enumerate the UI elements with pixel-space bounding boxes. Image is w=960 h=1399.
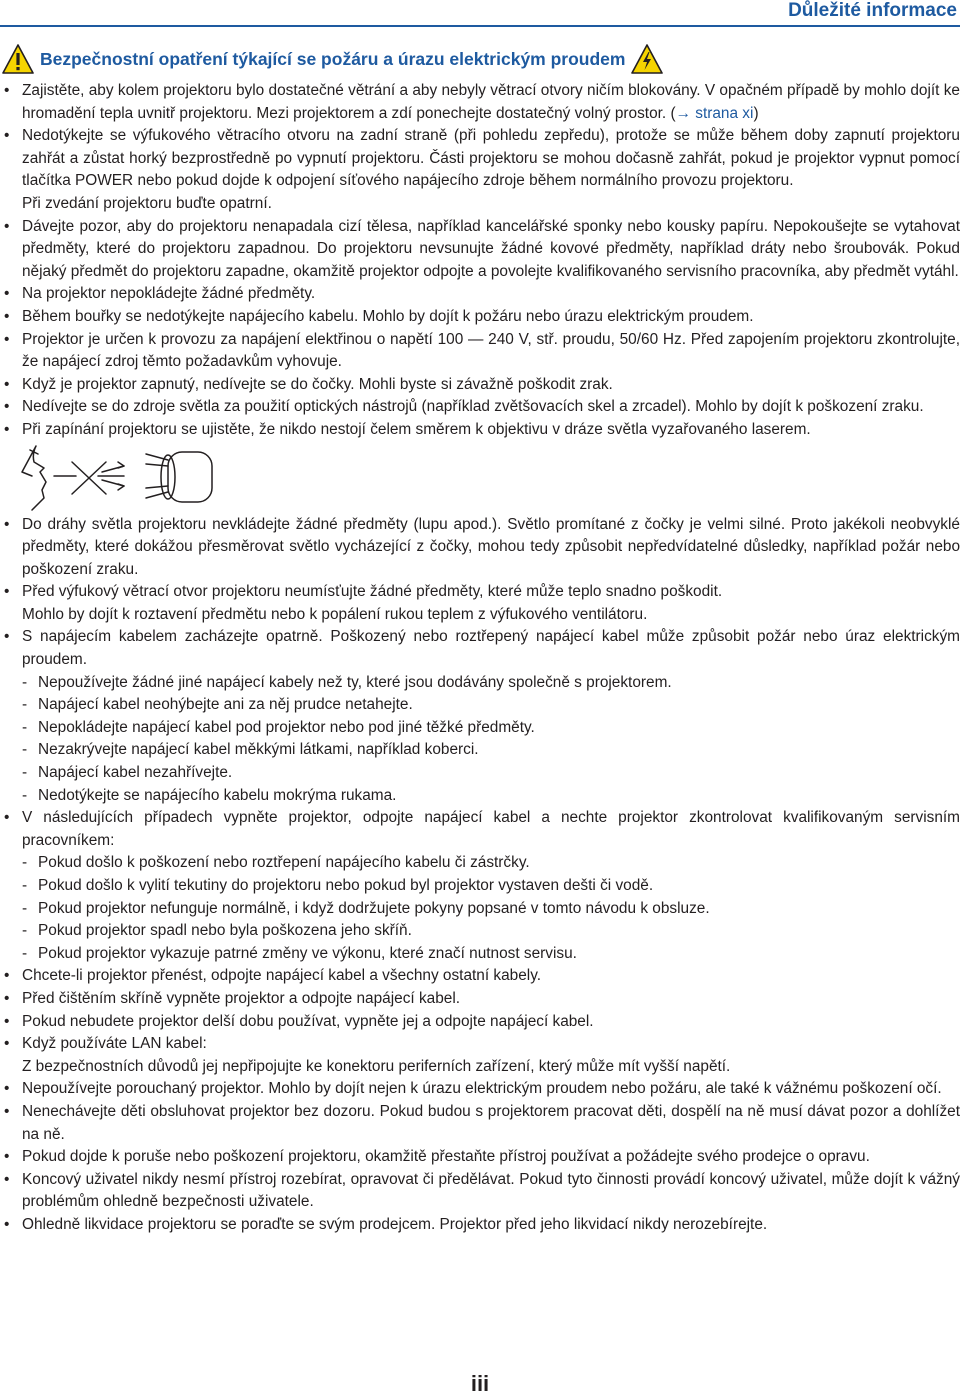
list-item: • Nepoužívejte porouchaný projektor. Mohlo by dojít nejen k úrazu elektrickým proudem nebo požáru, ale také k vážnému poškození očí. bbox=[0, 1078, 960, 1101]
list-item: • Koncový uživatel nikdy nesmí přístroj rozebírat, opravovat či předělávat. Pokud tyto činnosti provádí koncový uživatel, může dojít k vážný problémům ohledně bezpečnosti uživatele. bbox=[0, 1169, 960, 1214]
warning-triangle-icon bbox=[2, 43, 34, 75]
sub-list-item: - Nepokládejte napájecí kabel pod projektor nebo pod jiné těžké předměty. bbox=[0, 717, 960, 740]
sub-list-item: - Nedotýkejte se napájecího kabelu mokrýma rukama. bbox=[0, 785, 960, 808]
list-item: • Dávejte pozor, aby do projektoru nenapadala cizí tělesa, například kancelářské sponky nebo kousky papíru. Nepokoušejte se vytahovat předměty, které do projektoru zapadnou. Do projektoru nevsunujte žádné kovové předměty, například dráty nebo šroubovák. Pokud nějaký předmět do projektoru zapadne, okamžitě projektor odpojte a povolejte kvalifikovaného servisního pracovníka, aby předmět vytáhl. bbox=[0, 216, 960, 284]
sub-list-item: - Pokud došlo k vylití tekutiny do projektoru nebo pokud byl projektor vystaven dešti či vodě. bbox=[0, 875, 960, 898]
list-item: • S napájecím kabelem zacházejte opatrně. Poškozený nebo roztřepený napájecí kabel může způsobit požár nebo úraz elektrickým proudem. bbox=[0, 626, 960, 671]
list-item bbox=[0, 125, 960, 193]
section-title bbox=[2, 42, 663, 76]
list-item-continuation: Z bezpečnostních důvodů jej nepřipojujte ke konektoru periferních zařízení, který může mít vyšší napětí. bbox=[22, 1057, 731, 1075]
list-item-continuation: Mohlo by dojít k roztavení předmětu nebo k popálení rukou teplem z výfukového ventilátoru. bbox=[22, 605, 648, 623]
page-number: iii bbox=[470, 1371, 490, 1396]
page-header: Důležité informace bbox=[788, 0, 957, 21]
electric-shock-warning-icon bbox=[631, 43, 663, 75]
list-item: • Chcete-li projektor přenést, odpojte napájecí kabel a všechny ostatní kabely. bbox=[0, 965, 960, 988]
list-item: • Nenechávejte děti obsluhovat projektor bez dozoru. Pokud budou s projektorem pracovat děti, dospělí na ně musí dávat pozor a dohlížet na ně. bbox=[0, 1101, 960, 1146]
list-item: • Pokud dojde k poruše nebo poškození projektoru, okamžitě přestaňte přístroj používat a požádejte svého prodejce o opravu. bbox=[0, 1146, 960, 1169]
sub-list-item: - Nepoužívejte žádné jiné napájecí kabely než ty, které jsou dodávány společně s projektorem. bbox=[0, 672, 960, 695]
list-item: • Projektor je určen k provozu za napájení elektřinou o napětí 100 — 240 V, stř. proudu, 50/60 Hz. Před zapojením projektoru zkontrolujte, že napájecí zdroj těmto požadavkům vyhovuje. bbox=[0, 329, 960, 374]
page-reference-link[interactable]: → strana xi bbox=[675, 104, 754, 122]
sub-list-item: - Pokud projektor spadl nebo byla poškozena jeho skříň. bbox=[0, 920, 960, 943]
sub-list-item: - Napájecí kabel nezahřívejte. bbox=[0, 762, 960, 785]
section-title-text: Bezpečnostní opatření týkající se požáru a úrazu elektrickým proudem bbox=[40, 48, 626, 69]
list-item: • Před čištěním skříně vypněte projektor a odpojte napájecí kabel. bbox=[0, 988, 960, 1011]
list-item: • Před výfukový větrací otvor projektoru neumísťujte žádné předměty, které může teplo snadno poškodit. bbox=[0, 581, 960, 604]
header-rule bbox=[0, 25, 960, 27]
do-not-look-into-laser-beam-icon bbox=[18, 442, 218, 514]
list-item: • Když používáte LAN kabel: bbox=[0, 1033, 960, 1056]
list-item bbox=[0, 80, 960, 125]
list-item: • V následujících případech vypněte projektor, odpojte napájecí kabel a nechte projektor zkontrolovat kvalifikovaným servisním pracovníkem: bbox=[0, 807, 960, 852]
sub-list-item: - Pokud projektor nefunguje normálně, i když dodržujete pokyny popsané v tomto návodu k obsluze. bbox=[0, 898, 960, 921]
laser-warning-illustration bbox=[18, 442, 960, 514]
list-item: • Pokud nebudete projektor delší dobu používat, vypněte jej a odpojte napájecí kabel. bbox=[0, 1011, 960, 1034]
list-item: • Během bouřky se nedotýkejte napájecího kabelu. Mohlo by dojít k požáru nebo úrazu elektrickým proudem. bbox=[0, 306, 960, 329]
list-item: • Na projektor nepokládejte žádné předměty. bbox=[0, 283, 960, 306]
item-text: ) bbox=[753, 104, 759, 122]
list-item-continuation: Při zvedání projektoru buďte opatrní. bbox=[22, 194, 272, 212]
safety-content bbox=[0, 80, 960, 1237]
list-item: • Při zapínání projektoru se ujistěte, že nikdo nestojí čelem směrem k objektivu v dráze světla vyzařovaného laserem. bbox=[0, 419, 960, 442]
list-item: • Ohledně likvidace projektoru se poraďte se svým prodejcem. Projektor před jeho likvidací nikdy nerozebírejte. bbox=[0, 1214, 960, 1237]
item-text: Zajistěte, aby kolem projektoru bylo dostatečné větrání a aby nebyly větrací otvory ničím blokovány. V opačném případě by mohlo dojít ke hromadění tepla uvnitř projektoru. Mezi projektorem a zdí ponechejte dostatečný volný prostor. ( bbox=[22, 82, 960, 122]
list-item: • Nedívejte se do zdroje světla za použití optických nástrojů (například zvětšovacích skel a zrcadel). Mohlo by dojít k poškození zraku. bbox=[0, 396, 960, 419]
list-item: • Když je projektor zapnutý, nedívejte se do čočky. Mohli byste si závažně poškodit zrak. bbox=[0, 374, 960, 397]
sub-list-item: - Pokud projektor vykazuje patrné změny ve výkonu, které značí nutnost servisu. bbox=[0, 943, 960, 966]
item-text: Nedotýkejte se výfukového větracího otvoru na zadní straně (při pohledu zepředu), protože se může během doby zapnutí projektoru zahřát a zůstat horký bezprostředně po vypnutí projektoru. Části projektoru se mohou dočasně zahřát, pokud je projektor vypnut pomocí tlačítka POWER nebo pokud dojde k odpojení síťového napájecího zdroje během normálního provozu projektoru. bbox=[22, 127, 960, 190]
sub-list-item: - Nezakrývejte napájecí kabel měkkými látkami, například koberci. bbox=[0, 739, 960, 762]
sub-list-item: - Pokud došlo k poškození nebo roztřepení napájecího kabelu či zástrčky. bbox=[0, 852, 960, 875]
sub-list-item: - Napájecí kabel neohýbejte ani za něj prudce netahejte. bbox=[0, 694, 960, 717]
list-item: • Do dráhy světla projektoru nevkládejte žádné předměty (lupu apod.). Světlo promítané z čočky je velmi silné. Proto jakékoli neobvyklé předměty, které dokážou přesměrovat světlo vycházející z čočky, mohou tedy způsobit nepředvídatelné důsledky, například požár nebo poškození zraku. bbox=[0, 514, 960, 582]
